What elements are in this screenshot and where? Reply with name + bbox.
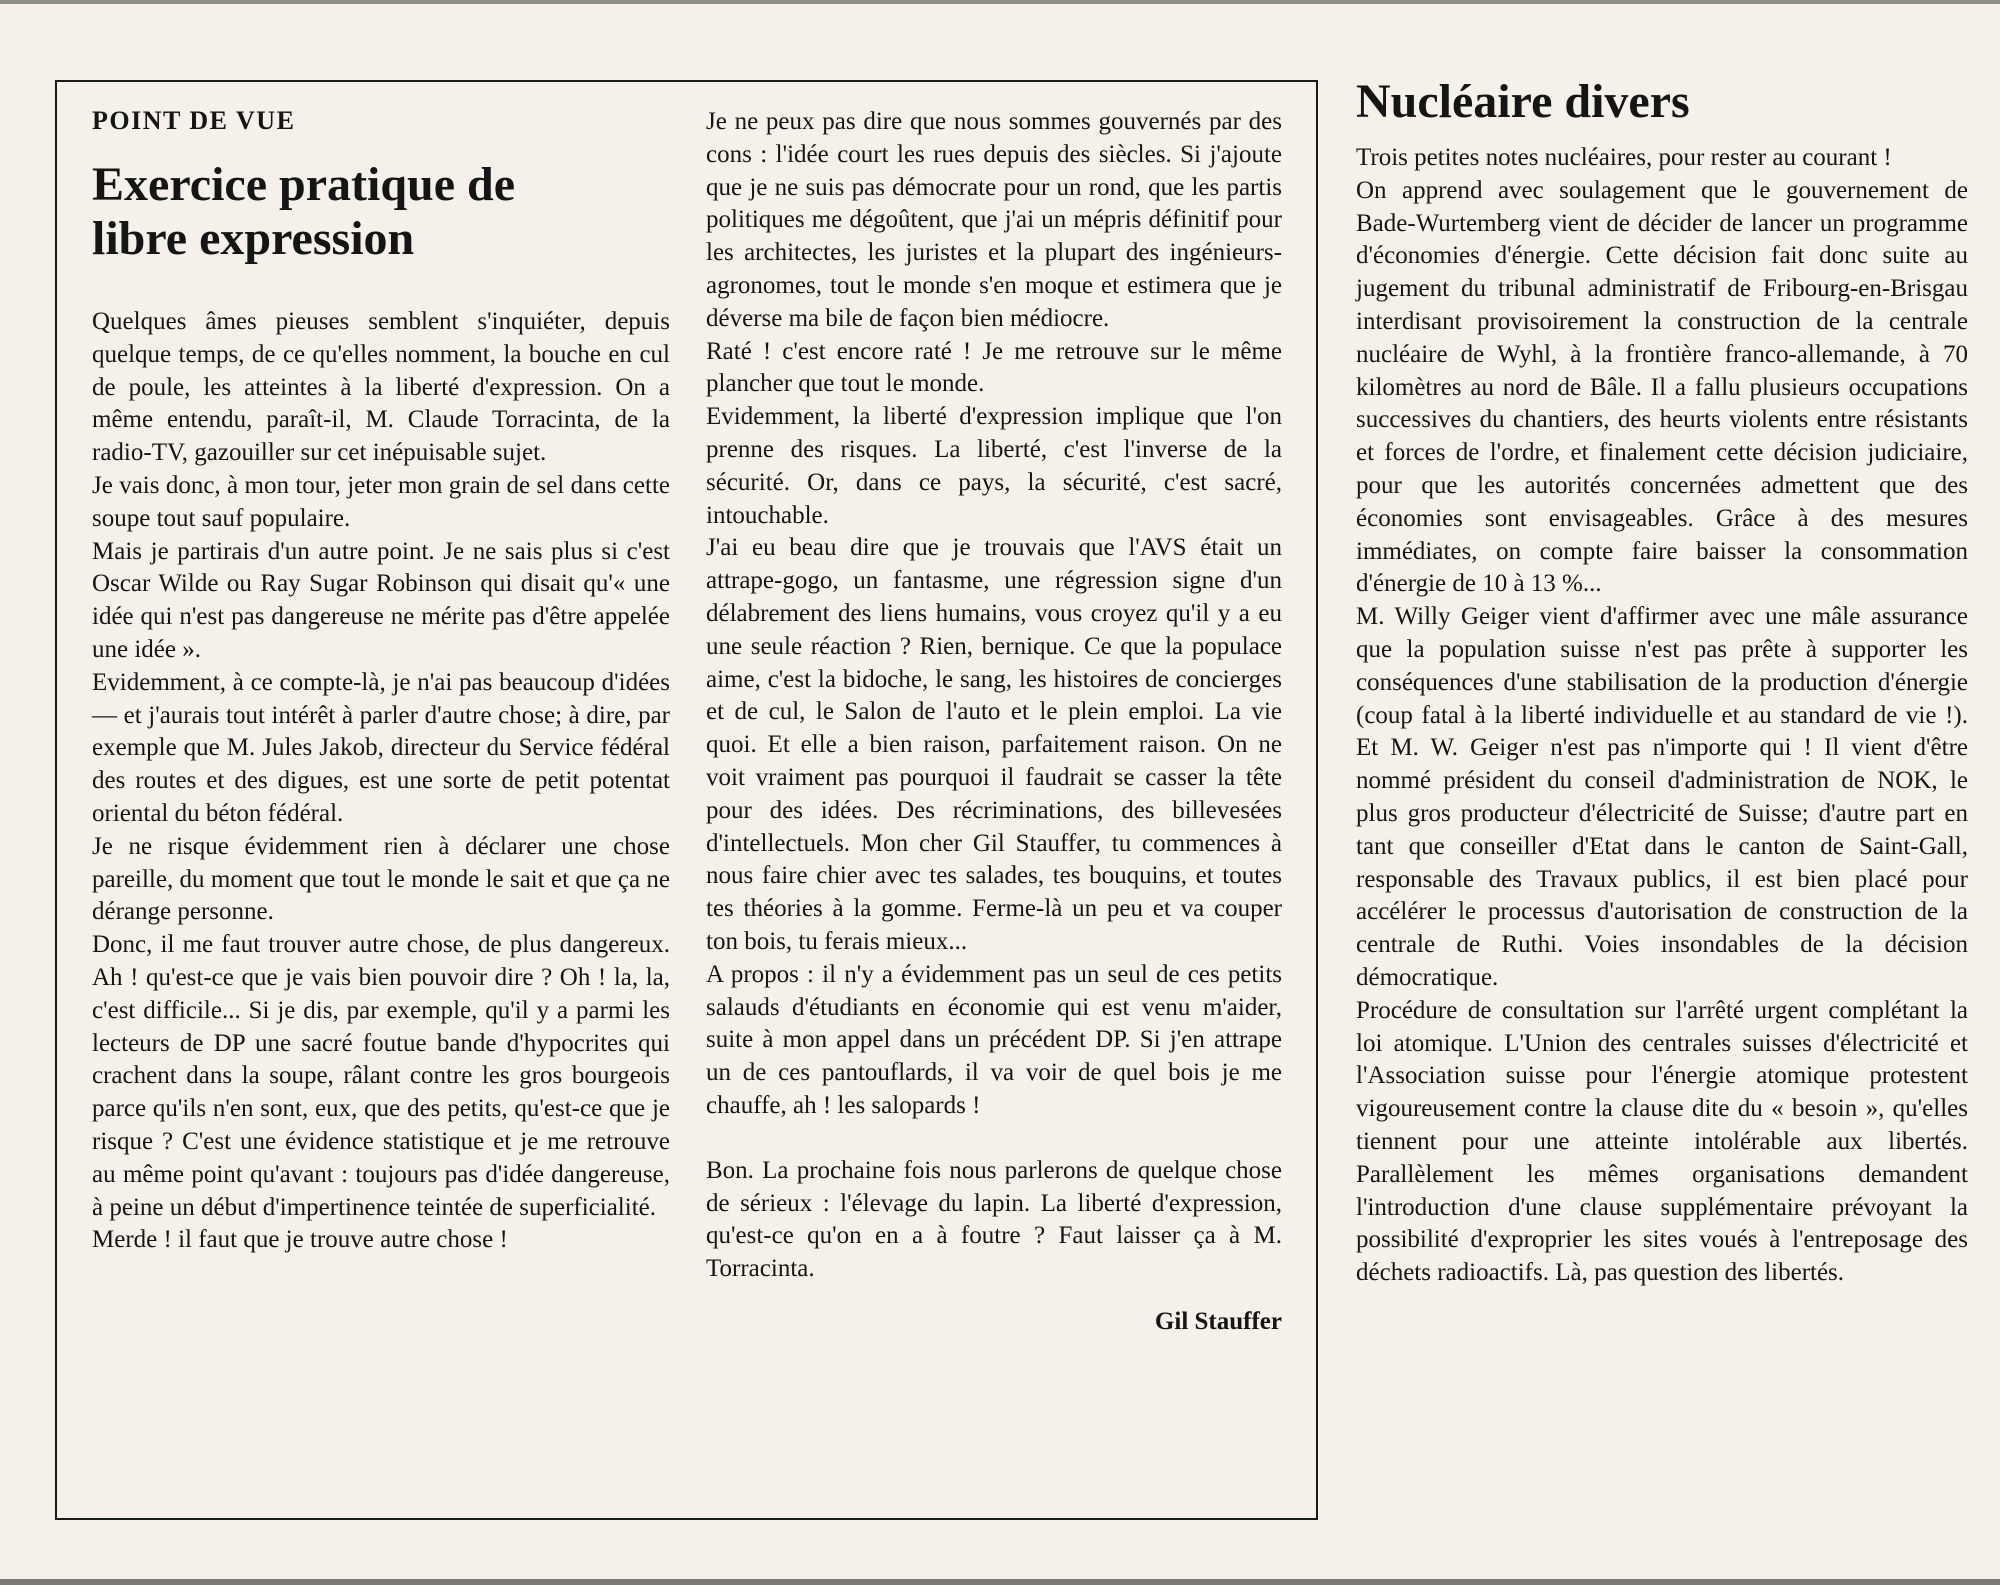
article-kicker: POINT DE VUE	[92, 106, 296, 135]
paragraph: Je ne peux pas dire que nous sommes gouvernés par des cons : l'idée court les rues depuis des siècles. Si j'ajoute que je ne suis pas démocrate pour un rond, que les partis politiques me dégoûtent, que j'ai un mépris définitif pour les architectes, les juristes et la plupart des ingénieurs-agronomes, tout le monde s'en moque et estimera que je déverse ma bile de façon bien médiocre.	[706, 108, 1282, 332]
author-signature: Gil Stauffer	[1154, 1307, 1282, 1335]
paragraph-gap	[706, 1123, 1282, 1155]
paragraph: Mais je partirais d'un autre point. Je ne sais plus si c'est Oscar Wilde ou Ray Sugar Robinson qui disait qu'« une idée qui n'est pas dangereuse ne mérite pas d'être appelée une idée ».	[92, 537, 670, 663]
paragraph: M. Willy Geiger vient d'affirmer avec une mâle assurance que la population suisse n'est pas prête à supporter les conséquences d'une stabilisation de la production d'énergie (coup fatal à la liberté individuelle et au standard de vie !). Et M. W. Geiger n'est pas n'importe qui ! Il vient d'être nommé président du conseil d'administration de NOK, le plus gros producteur d'électricité de Suisse; d'autre part en tant que conseiller d'Etat dans le canton de Saint-Gall, responsable des Travaux publics, il est bien placé pour accélérer le processus d'autorisation de construction de la centrale de Ruthi. Voies insondables de la décision démocratique.	[1356, 603, 1968, 991]
right-column	[1356, 74, 1968, 1290]
paragraph: Donc, il me faut trouver autre chose, de plus dangereux. Ah ! qu'est-ce que je vais bien pouvoir dire ? Oh ! la, la, c'est difficile... Si je dis, par exemple, qu'il y a parmi les lecteurs de DP une sacré foutue bande d'hypocrites qui crachent dans la soupe, râlant contre les gros bourgeois parce qu'ils n'en sont, eux, que des petits, qu'est-ce que je risque ? C'est une évidence statistique et je me retrouve au même point qu'avant : toujours pas d'idée dangereuse, à peine un début d'impertinence teintée de superficialité.	[92, 931, 670, 1221]
paragraph: Quelques âmes pieuses semblent s'inquiéter, depuis quelque temps, de ce qu'elles nomment, la bouche en cul de poule, les atteintes à la liberté d'expression. On a même entendu, paraît-il, M. Claude Torracinta, de la radio-TV, gazouiller sur cet inépuisable sujet.	[92, 308, 670, 467]
paragraph: Merde ! il faut que je trouve autre chose !	[92, 1226, 508, 1254]
paragraph: Trois petites notes nucléaires, pour rester au courant !	[1356, 144, 1892, 171]
article-title: Nucléaire divers	[1356, 75, 1690, 128]
paragraph: Procédure de consultation sur l'arrêté urgent complétant la loi atomique. L'Union des centrales suisses d'électricité et l'Association suisse pour l'énergie atomique protestent vigoureusement contre la clause dite du « besoin », qu'elles tiennent pour une atteinte intolérable aux libertés. Parallèlement les mêmes organisations demandent l'introduction d'une clause supplémentaire prévoyant la possibilité d'exproprier les sites voués à l'entreposage des déchets radioactifs. Là, pas question des libertés.	[1356, 996, 1968, 1287]
paragraph: Je vais donc, à mon tour, jeter mon grain de sel dans cette soupe tout sauf populaire.	[92, 471, 670, 532]
paragraph: Je ne risque évidemment rien à déclarer une chose pareille, du moment que tout le monde le sait et que ça ne dérange personne.	[92, 832, 670, 926]
paragraph: Raté ! c'est encore raté ! Je me retrouve sur le même plancher que tout le monde.	[706, 337, 1282, 398]
paragraph: J'ai eu beau dire que je trouvais que l'AVS était un attrape-gogo, un fantasme, une régression signe d'un délabrement des liens humains, vous croyez qu'il y a eu une seule réaction ? Rien, bernique. Ce que la populace aime, c'est la bidoche, le sang, les histoires de concierges et de cul, le Salon de l'auto et le plein emploi. La vie quoi. Et elle a bien raison, parfaitement raison. On ne voit vraiment pas pourquoi il faudrait se casser la tête pour des idées. Des récriminations, des billevesées d'intellectuels. Mon cher Gil Stauffer, tu commences à nous faire chier avec tes salades, tes bouquins, et toutes tes théories à la gomme. Ferme-là un peu et va couper ton bois, tu ferais mieux...	[706, 534, 1282, 955]
paragraph: A propos : il n'y a évidemment pas un seul de ces petits salauds d'étudiants en économie qui est venu m'aider, suite à mon appel dans un précédent DP. Si j'en attrape un de ces pantouflards, il va voir de quel bois je me chauffe, ah ! les salopards !	[706, 960, 1282, 1119]
bottom-rule	[0, 1579, 2000, 1585]
middle-column	[706, 106, 1282, 1336]
paragraph: Bon. La prochaine fois nous parlerons de quelque chose de sérieux : l'élevage du lapin. La liberté d'expression, qu'est-ce qu'on en a à foutre ? Faut laisser ça à M. Torracinta.	[706, 1156, 1282, 1283]
top-rule	[0, 0, 2000, 4]
article-title: Exercice pratique de libre expression	[92, 158, 516, 265]
paragraph: Evidemment, à ce compte-là, je n'ai pas beaucoup d'idées — et j'aurais tout intérêt à parler d'autre chose; à dire, par exemple que M. Jules Jakob, directeur du Service fédéral des routes et des digues, est une sorte de petit potentat oriental du béton fédéral.	[92, 668, 670, 827]
paragraph: On apprend avec soulagement que le gouvernement de Bade-Wurtemberg vient de décider de lancer un programme d'économies d'énergie. Cette décision fait donc suite au jugement du tribunal administratif de Fribourg-en-Brisgau interdisant provisoirement la construction de la centrale nucléaire de Wyhl, à la frontière franco-allemande, à 70 kilomètres au nord de Bâle. Il a fallu plusieurs occupations successives du chantiers, des heurts violents entre résistants et forces de l'ordre, et finalement cette décision judiciaire, pour que les autorités concernées admettent que des économies sont envisageables. Grâce à des mesures immédiates, on compte faire baisser la consommation d'énergie de 10 à 13 %...	[1356, 176, 1968, 598]
paragraph: Evidemment, la liberté d'expression implique que l'on prenne des risques. La liberté, c'est l'inverse de la sécurité. Or, dans ce pays, la sécurité, c'est sacré, intouchable.	[706, 403, 1282, 529]
left-column	[92, 106, 670, 1257]
